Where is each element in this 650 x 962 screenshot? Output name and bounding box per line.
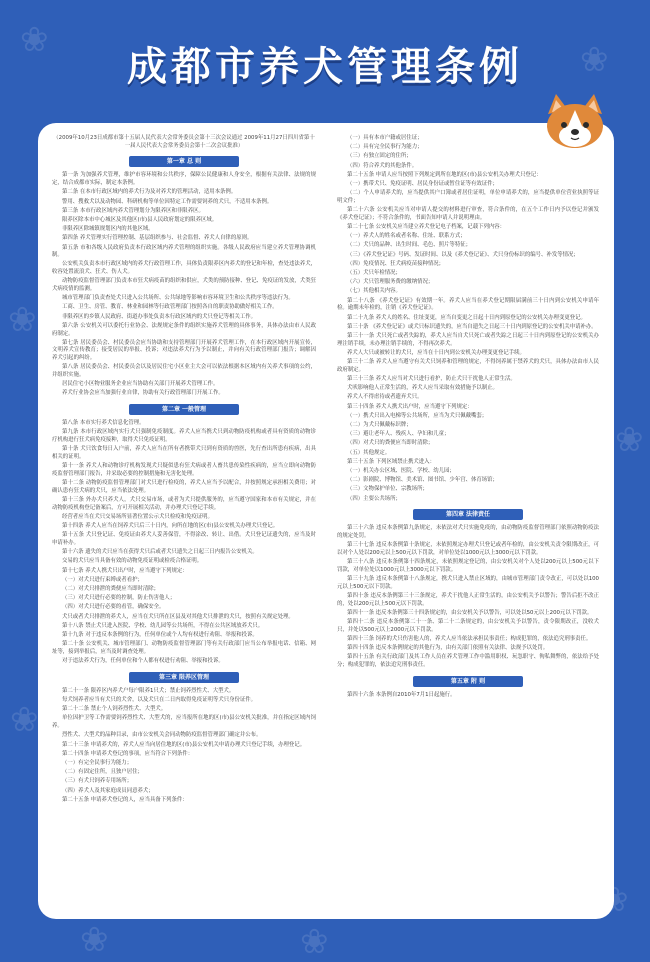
page-title: 成都市养犬管理条例 (127, 44, 523, 90)
article: （一）有完全民事行为能力； (62, 760, 133, 766)
article: 犬吠影响他人正常生活的，养犬人应当采取有效措施予以制止。 (347, 385, 498, 392)
article: 第三十条 《养犬登记证》或犬只标识遗失的，应当自遗失之日起三十日内到原登记的公安机关申请补办。 (347, 323, 597, 330)
article: 单位因护卫等工作需要饲养烈性犬、大型犬的，应当报所在地的区(市)县公安机关批准，并在指定区域内饲养。 (52, 715, 316, 730)
article: 第三十七条 违反本条例第十条规定，未依照规定办理犬只登记或者年检的，由公安机关责令限期改正，可以对个人处以200元以上500元以下罚款，对单位处以1000元以上3000元以下罚款。 (337, 542, 599, 556)
article: 经营者应当在犬只交易场所显著位置公示犬只检疫和免疫证明。 (62, 513, 213, 520)
chapter-4-articles (337, 525, 599, 669)
article: 第九条 本市行政区域内实行犬只强制免疫制度。养犬人应当携犬只到动物防疫机构或者具有资质的动物诊疗机构进行狂犬病免疫接种，取得犬只免疫证明。 (52, 429, 316, 444)
paw-icon: ❀ (20, 20, 49, 60)
article: 第十八条 禁止犬只进入医院、学校、幼儿园等公共场所，不得在公共区域放养犬只。 (62, 622, 264, 629)
article: （二）犬只的品种、出生时间、毛色、照片等特征； (347, 242, 471, 249)
article: 对于违法养犬行为，任何单位和个人都有权进行劝阻、举报和投诉。 (62, 658, 224, 665)
article: （一）养犬人的姓名或者名称、住址、联系方式； (347, 233, 466, 240)
article: （二）为犬只佩戴标识牌； (347, 422, 412, 428)
article: 第三十一条 犬只死亡或者失踪的，养犬人应当自犬只死亡或者失踪之日起三十日内到原登记的公安机关办理注销手续，未办理注销手续的，不得再次养犬。 (337, 332, 599, 347)
article: 第二十三条 申请养犬的，养犬人应当向居住地的区(市)县公安机关申请办理犬只登记手续，办理登记。 (62, 741, 306, 748)
article: 第八条 本市实行养犬信息化管理。 (62, 420, 145, 427)
article: 第十九条 对于违反本条例的行为，任何单位或个人均有权进行劝阻、举报和投诉。 (62, 632, 258, 639)
intro-note: （2009年10月23日成都市第十五届人民代表大会常务委员会第十三次会议通过 2009年11月27日四川省第十一届人民代表大会常务委员会第十二次会议批准） (53, 135, 315, 149)
chapter-heading: 第四章 法律责任 (413, 509, 523, 520)
paw-icon: ❀ (8, 300, 37, 340)
article: 第二十五条 申请人应当按照下列规定到所在地的区(市)县公安机关办理犬只登记： (347, 171, 542, 178)
article: （四）免疫情况、狂犬病疫苗接种情况； (347, 260, 445, 267)
article: 烈性犬、大型犬的品种目录，由市公安机关会同动物防疫监督管理部门确定并公布。 (62, 732, 262, 739)
article: （二）对犬只排泄的粪便应当即时清除； (62, 586, 160, 593)
article: （一）携带犬只、免疫证明、居民身份证或暂住证等有效证件； (347, 181, 498, 188)
chapter-5-articles (337, 692, 599, 700)
article: 第二十条 公安机关、城市管理部门、动物防疫监督管理部门等有关行政部门应当公布举报电话、信箱、网址等，接到举报后，应当及时调查处理。 (52, 641, 316, 655)
article: 第一条 为加强养犬管理，维护市容环境和公共秩序，保障公民健康和人身安全，根据有关法律、法规的规定，结合成都市实际，制定本条例。 (52, 172, 316, 187)
article: 第十二条 动物防疫监督管理部门对犬只进行检疫的，养犬人应当予以配合，并按照规定承担相关费用；对确认患有狂犬病的犬只，应当依法处理。 (52, 480, 316, 494)
article: （一）携犬只出入电梯等公共场所，应当为犬只佩戴嘴套； (347, 412, 488, 419)
article: 工商、卫生、房管、教育、林业和园林等行政管理部门按照各自的职责协助做好相关工作。 (62, 304, 278, 311)
article: 第四十四条 违反本条例规定的其他行为，由有关部门依照有关法律、法规予以处罚。 (347, 645, 549, 652)
chapter-2-articles (52, 420, 316, 666)
article: 公安机关负责本市行政区域内的养犬行政管理工作，具体负责限养区内养犬的登记和年检，查处违法养犬，收容处置流浪犬、狂犬、伤人犬。 (52, 261, 316, 276)
article: 第二条 在本市行政区域内的养犬行为及对养犬的管理活动，适用本条例。 (62, 189, 237, 196)
article: 第三十八条 违反本条例第十四条规定，未依照规定登记的，由公安机关对个人处以200元以上500元以下罚款，对单位处以1000元以上3000元以下罚款。 (337, 559, 599, 573)
article: （一）具有本市户籍或居住证； (347, 135, 423, 141)
article: 第二十二条 禁止个人饲养烈性犬、大型犬。 (62, 706, 167, 713)
article: （四）对犬只进行必要的看管，确保安全。 (62, 604, 165, 611)
article: 每犬饲养者应当有犬只的犬舍，以及犬只在二日内取得免疫证明等犬只身份证件。 (62, 697, 257, 704)
article: 养犬人不得虐待或者遗弃犬只。 (347, 394, 423, 401)
article: （二）个人申请养犬的，应当提供其户口簿或者居住证明，单位申请养犬的，应当提供单位营业执照等证明文件； (337, 190, 599, 204)
article: 养犬行业协会应当加强行业自律，协助有关行政管理部门开展工作。 (62, 390, 224, 397)
chapter-1-articles (52, 172, 316, 398)
article: 第十一条 养犬人和动物诊疗机构发现犬只疑似患有狂犬病或者人畜共患传染性疾病的，应当立即向动物防疫监督管理部门报告，并采取必要的控制措施和无害化处理。 (52, 463, 316, 477)
article: 第四十二条 违反本条例第二十一条、第二十二条规定的，由公安机关予以警告，责令限期改正，没收犬只，并处以500元以上2000元以下罚款。 (337, 619, 599, 633)
article: （二）有固定住所，且独户居住； (62, 769, 143, 776)
article: 第十条 犬只饮食每日入户前，养犬人应当在所有者携带犬只到有资质的兽医，先行查出所患有疾病，出具相关的证明。 (52, 446, 316, 460)
article: （二）影剧院、博物馆、美术馆、图书馆、少年宫、体育场馆； (347, 477, 498, 484)
article: 警用、搜救犬以及动物园、科研机构等单位因特定工作需要饲养的犬只，不适用本条例。 (62, 198, 273, 205)
article: 第十七条 养犬人携犬只出户时，应当遵守下列规定： (62, 567, 188, 574)
article: 第十五条 犬只登记证、免疫证由养犬人妥善保管，不得涂改、转让、出借。犬只登记证遗失的，应当及时申请补办。 (52, 532, 316, 547)
paw-icon: ❀ (80, 920, 109, 960)
article: （四）对犬只的粪便应当即时清除； (347, 440, 434, 447)
article: （二）具有完全民事行为能力； (347, 144, 423, 151)
article: 第四十一条 违反本条例第三十四条规定的，由公安机关予以警告，可以处以50元以上200元以下罚款。 (347, 609, 593, 616)
article: 第三十九条 违反本条例第十八条规定，携犬只进入禁止区域的，由城市管理部门责令改正，可以处以100元以上500元以下罚款。 (337, 576, 599, 590)
article: 养犬人大只或被转让的犬只，应当在十日内到公安机关办理变更登记手续。 (347, 349, 525, 356)
article: （七）其他相关内容。 (347, 288, 401, 295)
article: 第二十八条 《养犬登记证》有效期一年。养犬人应当在养犬登记期限届满前三十日内到公安机关申请年检。逾期未年检的，注销《养犬登记证》。 (337, 297, 599, 312)
article: 限养区除本市中心城区及其他区(市)县人民政府划定的限养区域。 (62, 216, 218, 223)
article: （一）机关办公区域、医院、学校、幼儿园； (347, 468, 455, 475)
article: 第二十一条 限养区内养犬户每户限养1只犬；禁止饲养烈性犬、大型犬。 (62, 687, 235, 694)
article: 第四条 养犬管理实行管理控制、基层组织参与、社会监督、养犬人自律的原则。 (62, 235, 253, 242)
article: （五）犬只年检情况； (347, 270, 401, 277)
article: 第三十三条 养犬人应当对犬只进行看护，防止犬只干扰他人正常生活。 (347, 375, 516, 382)
article: （四）养犬人及其家庭成员同意养犬； (62, 787, 154, 794)
article: （三）对犬只进行必要的控制，防止伤害他人； (62, 595, 176, 602)
chapter-heading: 第一章 总 则 (129, 156, 239, 167)
paw-icon: ❀ (300, 922, 329, 962)
article: 第二十九条 养犬人的姓名、住址变更，应当自变更之日起十日内到原登记的公安机关办理变更登记。 (347, 314, 586, 321)
article: 第四十五条 有关行政部门及其工作人员在养犬管理工作中滥用职权、玩忽职守、徇私舞弊的，依法给予处分；构成犯罪的，依法追究刑事责任。 (337, 654, 599, 669)
article: 第五条 市和各级人民政府负责本行政区域内养犬管理的组织实施。各级人民政府应当建立养犬管理协调机制。 (52, 244, 316, 259)
chapter-heading: 第二章 一般管理 (129, 404, 239, 415)
article: 非限养区除城镇规划区内的其他区域。 (62, 226, 154, 233)
article: 第二十五条 申请养犬登记的人，应当具备下列条件： (62, 796, 188, 803)
article: （四）主要公共场所； (347, 495, 401, 502)
article: （六）犬只管理服务费的缴纳情况； (347, 279, 434, 286)
article: 第四十条 违反本条例第三十三条规定，养犬干扰他人正常生活的，由公安机关予以警告；警告后拒不改正的，处以200元以上500元以下罚款。 (337, 592, 599, 607)
article: 非限养区的乡镇人民政府、街道办事处负责本行政区域内的犬只登记等相关工作。 (62, 313, 257, 320)
article: （三）避让老年人、残疾人、孕妇和儿童； (347, 431, 450, 438)
article: 第六条 公安机关可以委托行业协会、法规规定条件的组织实施养犬管理的具体事务，具体办法由市人民政府制定。 (52, 322, 316, 337)
chapter-heading: 第五章 附 则 (413, 676, 523, 687)
article: 第三十四条 养犬人携犬出户时，应当遵守下列规定： (347, 403, 473, 410)
article: 第十四条 养犬人应当在饲养犬只后三十日内，向所在地的区(市)县公安机关办理犬只登记。 (62, 523, 279, 530)
paw-icon: ❀ (580, 40, 609, 80)
article: 动物防疫监督管理部门负责本市狂犬病疫苗的组织和供应，犬类的预防接种、登记、免疫证的发放，犬类狂犬病疫情的监测。 (52, 278, 316, 293)
article: 第三十六条 违反本条例第九条规定，未依法对犬只实施免疫的，由动物防疫监督管理部门依照动物防疫法的规定处罚。 (337, 525, 599, 540)
article: （三）《养犬登记证》号码、发证时间、以及《养犬登记证》、犬只身份标识的编号、补发等情况； (347, 251, 579, 258)
article: 第三十五条 下列区域禁止携犬进入： (347, 458, 435, 465)
article: （三）文物保护单位、宗教场所； (347, 486, 428, 493)
article: （三）有犬只饲养专用场所； (62, 778, 133, 785)
article: （三）有独立固定的住所； (347, 153, 412, 160)
left-column (52, 135, 316, 806)
article: 第十六条 遗失的犬只应当在获得犬只后或者犬只遗失之日起三日内报告公安机关。 (62, 549, 258, 556)
article: （五）其他规定。 (347, 449, 391, 456)
paw-icon: ❀ (600, 880, 629, 920)
article: 第四十三条 饲养的犬只伤害他人的，养犬人应当依法承担民事责任；构成犯罪的，依法追究刑事责任。 (347, 635, 592, 642)
article: 第二十四条 申请养犬登记的事项，应当符合下列条件： (62, 750, 194, 757)
article: 第三十二条 养犬人应当遵守有关犬只饲养和管理的规定，不得饲养属于禁养犬的犬只，具体办法由市人民政府制定。 (337, 359, 599, 373)
paw-icon: ❀ (10, 700, 39, 740)
article: 交易的犬只应当具备有效的动物免疫证明或检疫合格证明。 (62, 558, 203, 565)
article: （一）对犬只进行束缚或者看护； (62, 576, 143, 583)
article: 第三条 本市行政区域内养犬管理划分为限养区和非限养区。 (62, 207, 204, 214)
article: 第七条 居民委员会、村民委员会应当协助和支持管理部门开展养犬管理工作，在本行政区域内开展宣传，文明养犬宣传教育；接受居民的举报、投诉；对违法养犬行为予以制止，并向有关行政管理部门报告；调解因养犬引起的纠纷。 (52, 339, 316, 362)
article: 第二十七条 公安机关应当建立养犬登记电子档案，记载下列内容： (347, 224, 506, 231)
chapter-heading: 第三章 限养区管理 (129, 672, 239, 683)
article: 第四十六条 本条例自2010年7月1日起施行。 (347, 691, 456, 698)
right-column (337, 135, 599, 701)
article: 居民住宅小区物业服务企业应当协助有关部门开展养犬管理工作。 (62, 381, 219, 388)
article: 城市管理部门负责查处犬只进入公共场所、公共绿地等影响市容环境卫生和公共秩序等违法行为。 (62, 295, 294, 302)
article: 第二十六条 公安机关应当对申请人提交的材料进行审查，符合条件的，在五个工作日内予以登记并颁发《养犬登记证》；不符合条件的，书面告知申请人并说明理由。 (337, 207, 599, 221)
article: （四）符合养犬的其他条件。 (347, 162, 418, 169)
article: 犬只或者犬只排泄的养犬人，应当在犬只所在区县及对其他犬只排泄的犬只，按照有关规定处理。 (62, 613, 294, 620)
chapter-3-articles (52, 688, 316, 805)
article: 第八条 居民委员会、村民委员会以及居民住宅小区业主大会可以依法根据本区域内有关养犬事项的公约，并组织实施。 (52, 364, 316, 379)
paw-icon: ❀ (615, 420, 644, 460)
article: 第十三条 外办犬只养犬人，犬只交易市场，或者为犬只提供服务的，应当遵守国家和本市有关规定，并在动物防疫机构登记备案后，方可开展相关活动，并办理犬只登记手续。 (52, 497, 316, 511)
right-top-articles (337, 135, 599, 503)
